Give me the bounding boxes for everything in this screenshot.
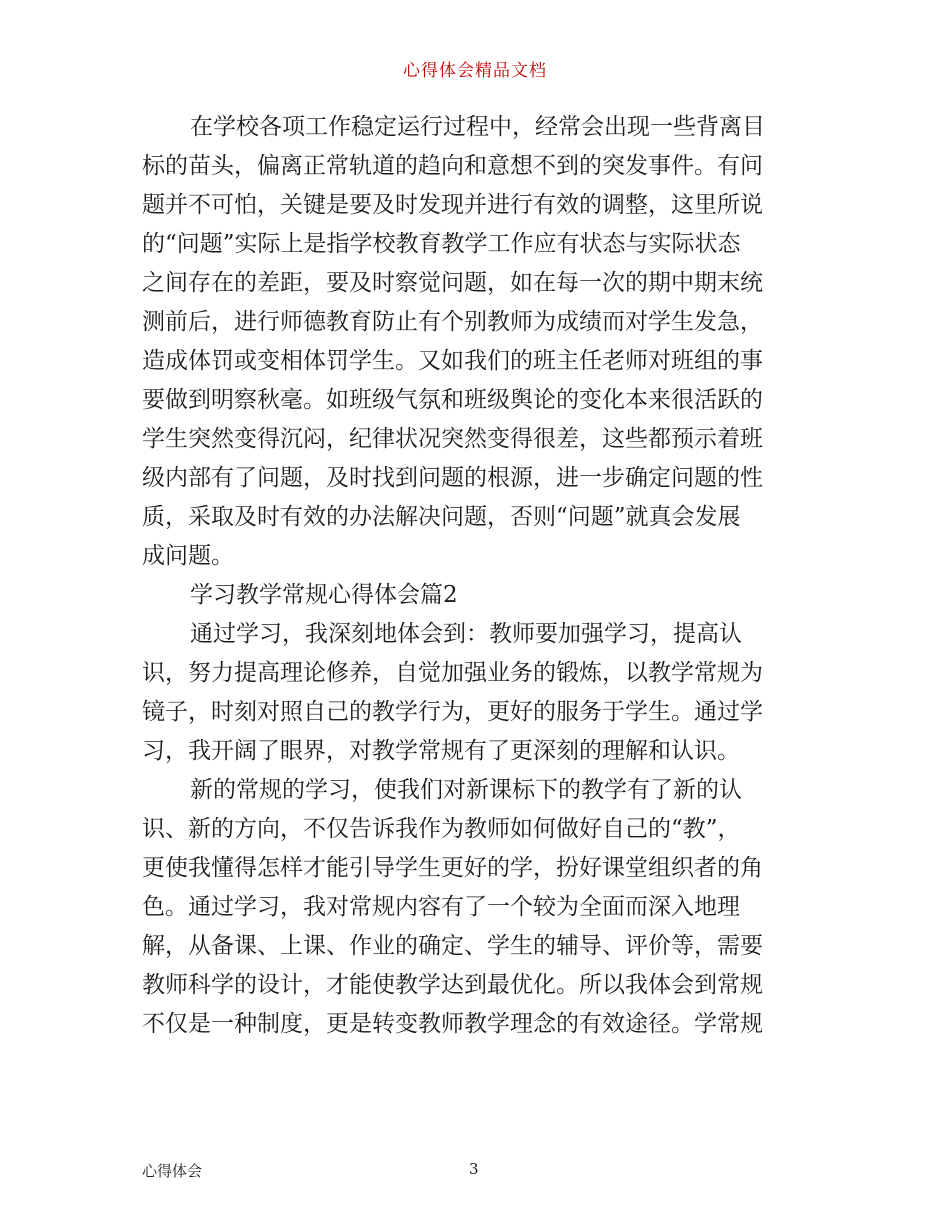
section-heading: 学习教学常规心得体会篇2 xyxy=(190,582,458,608)
paragraph-1-line-3: 题并不可怕，关键是要及时发现并进行有效的调整，这里所说 xyxy=(142,192,763,218)
paragraph-1-line-6: 测前后，进行师德教育防止有个别教师为成绩而对学生发急， xyxy=(142,309,763,335)
paragraph-2-line-2: 识，努力提高理论修养，自觉加强业务的锻炼，以教学常规为 xyxy=(142,660,763,686)
document-body xyxy=(142,108,812,1044)
page-header-title: 心得体会精品文档 xyxy=(403,61,547,81)
paragraph-3-line-3: 更使我懂得怎样才能引导学生更好的学，扮好课堂组织者的角 xyxy=(142,855,763,881)
paragraph-1-line-12: 成问题。 xyxy=(142,543,234,569)
paragraph-1-line-2: 标的苗头，偏离正常轨道的趋向和意想不到的突发事件。有问 xyxy=(142,153,763,179)
footer-label: 心得体会 xyxy=(142,1162,203,1180)
paragraph-3-line-4: 色。通过学习，我对常规内容有了一个较为全面而深入地理 xyxy=(142,894,740,920)
paragraph-3-line-5: 解，从备课、上课、作业的确定、学生的辅导、评价等，需要 xyxy=(142,933,763,959)
paragraph-2-line-3: 镜子，时刻对照自己的教学行为，更好的服务于学生。通过学 xyxy=(142,699,763,725)
paragraph-3-line-7: 不仅是一种制度，更是转变教师教学理念的有效途径。学常规 xyxy=(142,1011,763,1037)
paragraph-1-line-7: 造成体罚或变相体罚学生。又如我们的班主任老师对班组的事 xyxy=(142,348,763,374)
paragraph-1-line-8: 要做到明察秋毫。如班级气氛和班级舆论的变化本来很活跃的 xyxy=(142,387,763,413)
paragraph-1-line-9: 学生突然变得沉闷，纪律状况突然变得很差，这些都预示着班 xyxy=(142,426,763,452)
paragraph-3-line-2: 识、新的方向，不仅告诉我作为教师如何做好自己的“教”， xyxy=(142,816,741,842)
paragraph-1-line-4: 的“问题”实际上是指学校教育教学工作应有状态与实际状态 xyxy=(142,231,741,257)
paragraph-2-line-1: 通过学习，我深刻地体会到：教师要加强学习，提高认 xyxy=(190,621,742,647)
paragraph-1-line-10: 级内部有了问题，及时找到问题的根源，进一步确定问题的性 xyxy=(142,465,763,491)
paragraph-1-line-5: 之间存在的差距，要及时察觉问题，如在每一次的期中期末统 xyxy=(142,270,763,296)
page-number: 3 xyxy=(469,1160,479,1178)
paragraph-3-line-6: 教师科学的设计，才能使教学达到最优化。所以我体会到常规 xyxy=(142,972,763,998)
paragraph-1-line-11: 质，采取及时有效的办法解决问题，否则“问题”就真会发展 xyxy=(142,504,741,530)
paragraph-3-line-1: 新的常规的学习，使我们对新课标下的教学有了新的认 xyxy=(190,777,742,803)
paragraph-1-line-1: 在学校各项工作稳定运行过程中，经常会出现一些背离目 xyxy=(190,114,765,140)
paragraph-2-line-4: 习，我开阔了眼界，对教学常规有了更深刻的理解和认识。 xyxy=(142,738,740,764)
